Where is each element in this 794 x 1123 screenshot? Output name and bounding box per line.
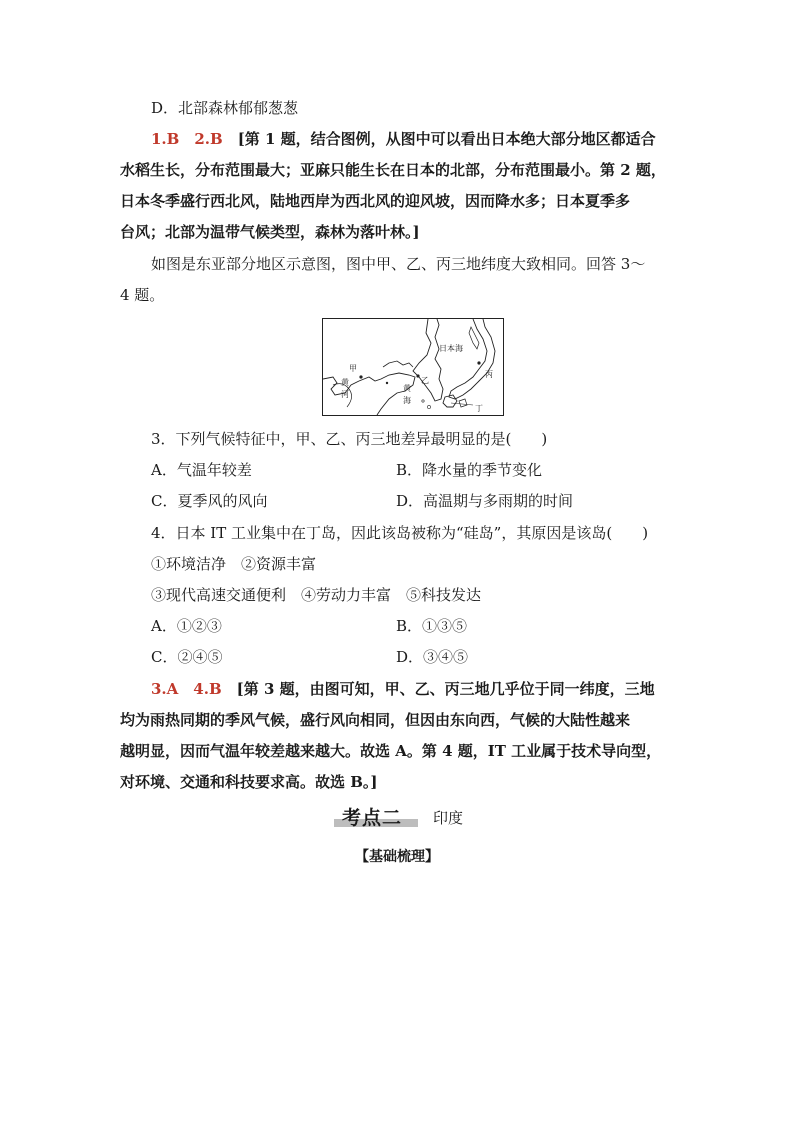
answer-1-line-3: 日本冬季盛行西北风，陆地西岸为西北风的迎风坡，因而降水多；日本夏季多 <box>120 192 631 210</box>
option-d-prev: D．北部森林郁郁葱葱 <box>151 99 299 117</box>
label-sea-of-japan: 日本海 <box>439 344 463 353</box>
answer-1-line-2: 水稻生长，分布范围最大；亚麻只能生长在日本的北部，分布范围最小。第 2 题， <box>120 161 666 179</box>
q4-option-c: C．②④⑤ <box>151 648 223 666</box>
q3-option-d: D．高温期与多雨期的时间 <box>396 492 574 510</box>
q4-items-2: ③现代高速交通便利 ④劳动力丰富 ⑤科技发达 <box>151 586 482 604</box>
label-jia: 甲 <box>349 364 357 373</box>
q3-option-c: C．夏季风的风向 <box>151 492 268 510</box>
answer-2-line-3: 越明显，因而气温年较差越来越大。故选 A。第 4 题，IT 工业属于技术导向型， <box>120 742 662 760</box>
point-bing <box>477 361 480 364</box>
label-bing: 丙 <box>485 370 493 379</box>
q4-items-1: ①环境洁净 ②资源丰富 <box>151 555 317 573</box>
intro-line-2: 4 题。 <box>120 286 165 304</box>
answer-2-line-4: 对环境、交通和科技要求高。故选 B。] <box>120 773 378 791</box>
q4-stem: 4．日本 IT 工业集中在丁岛，因此该岛被称为“硅岛”，其原因是该岛( ) <box>151 524 649 542</box>
answer-2-line-1 <box>151 679 655 699</box>
q3-stem: 3．下列气候特征中，甲、乙、丙三地差异最明显的是( ) <box>151 430 548 448</box>
q4-option-d: D．③④⑤ <box>396 648 469 666</box>
section-heading <box>334 803 484 829</box>
intro-line-1: 如图是东亚部分地区示意图，图中甲、乙、丙三地纬度大致相同。回答 3～ <box>151 255 646 273</box>
label-huang-he-2: 河 <box>341 390 349 399</box>
answer-2-nums: 3.A 4.B <box>151 680 222 698</box>
east-asia-map <box>322 318 504 416</box>
label-ding: 丁 <box>475 404 483 413</box>
label-yi: 乙 <box>421 376 429 385</box>
q4-option-a: A．①②③ <box>151 617 222 635</box>
q3-option-b: B．降水量的季节变化 <box>396 461 543 479</box>
answer-1-line-1 <box>151 129 656 149</box>
label-huang-hai-2: 海 <box>403 396 411 405</box>
point-jia <box>359 375 362 378</box>
section-title: 考点二 <box>342 807 403 829</box>
answer-2-text-0: [第 3 题，由图可知，甲、乙、丙三地几乎位于同一纬度，三地 <box>236 680 655 698</box>
q3-option-a: A．气温年较差 <box>151 461 252 479</box>
answer-1-nums: 1.B 2.B <box>151 130 223 148</box>
point-yi <box>416 374 419 377</box>
point-extra <box>386 382 388 384</box>
section-subtitle: 印度 <box>433 809 464 827</box>
answer-2-line-2: 均为雨热同期的季风气候，盛行风向相同，但因由东向西，气候的大陆性越来 <box>120 711 631 729</box>
answer-1-line-4: 台风；北部为温带气候类型，森林为落叶林。] <box>120 223 420 241</box>
q4-option-b: B．①③⑤ <box>396 617 468 635</box>
answer-1-text-0: [第 1 题，结合图例，从图中可以看出日本绝大部分地区都适合 <box>237 130 656 148</box>
label-huang-hai-1: 黄 <box>403 384 411 393</box>
label-huang-he-1: 黄 <box>341 378 349 387</box>
subheading-basic-review: 【基础梳理】 <box>355 849 439 865</box>
